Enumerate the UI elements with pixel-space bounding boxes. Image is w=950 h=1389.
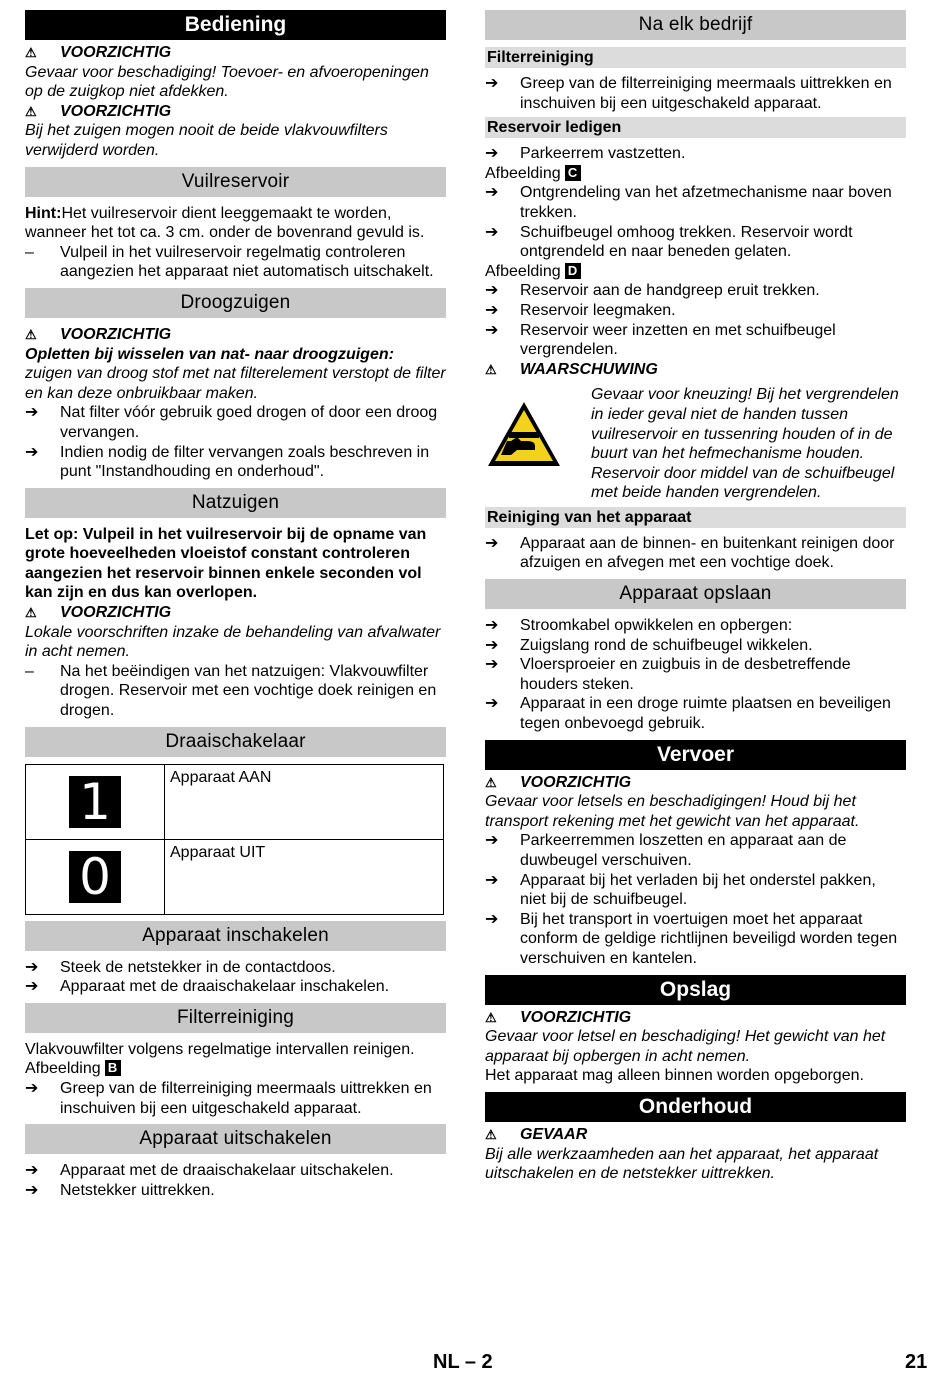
arrow-item-text: Zuigslang rond de schuifbeugel wikkelen. — [520, 636, 813, 654]
caution-line — [485, 1008, 906, 1028]
arrow-item-text: Schuifbeugel omhoog trekken. Reservoir wordt ontgrendeld en naar beneden gelaten. — [520, 223, 853, 261]
arrow-item-text: Nat filter vóór gebruik goed drogen of door een droog vervangen. — [60, 404, 438, 441]
section-heading-natzuigen: Natzuigen — [25, 488, 446, 518]
section-heading-uitschakelen: Apparaat uitschakelen — [25, 1124, 446, 1154]
hint-text: Het vuilreservoir dient leeggemaakt te worden, wanneer het tot ca. 3 cm. onder de bovenrand gevuld is. — [25, 204, 425, 242]
hint-paragraph — [25, 204, 446, 243]
arrow-icon: ➔ — [485, 636, 499, 654]
dash-marker: – — [25, 662, 34, 680]
arrow-icon: ➔ — [485, 871, 499, 889]
arrow-icon: ➔ — [25, 404, 39, 422]
warning-text: Gevaar voor kneuzing! Bij het vergrendelen in ieder geval niet de handen tussen vuilreservoir en tussenring houden of in de buurt van het hefmechanisme houden. Reservoir door middel van de schuifbeugel met beide handen vergrendelen. — [591, 386, 899, 502]
arrow-item-text: Greep van de filterreiniging meermaals uittrekken en inschuiven bij een uitgeschakeld apparaat. — [520, 75, 892, 112]
arrow-item — [25, 1079, 446, 1118]
section-heading-na-elk-bedrijf: Na elk bedrijf — [485, 10, 906, 40]
caution-text: Bij het zuigen mogen nooit de beide vlakvouwfilters verwijderd worden. — [25, 122, 388, 159]
arrow-item-text: Steek de netstekker in de contactdoos. — [60, 958, 336, 976]
arrow-icon: ➔ — [485, 321, 499, 339]
figure-label: Afbeelding — [25, 1060, 101, 1078]
switch-description: Apparaat AAN — [165, 764, 444, 839]
arrow-item-text: Reservoir weer inzetten en met schuifbeugel vergrendelen. — [520, 321, 836, 359]
caution-line — [25, 43, 446, 63]
arrow-item-text: Apparaat met de draaischakelaar uitschakelen. — [60, 1162, 394, 1180]
arrow-item — [485, 534, 906, 573]
section-heading-droogzuigen: Droogzuigen — [25, 288, 446, 318]
warning-triangle-icon: ⚠ — [25, 605, 37, 621]
section-heading-vuilreservoir: Vuilreservoir — [25, 167, 446, 197]
caution-label: VOORZICHTIG — [60, 604, 172, 622]
arrow-item — [485, 223, 906, 262]
arrow-item — [485, 144, 906, 164]
arrow-item-text: Apparaat bij het verladen bij het onderstel pakken, niet bij de schuifbeugel. — [520, 871, 876, 909]
arrow-icon: ➔ — [485, 656, 499, 674]
caution-label: VOORZICHTIG — [60, 325, 172, 343]
switch-position-on-symbol: 1 — [69, 776, 121, 828]
arrow-item-text: Indien nodig de filter vervangen zoals beschreven in punt "Instandhouding en onderhoud". — [60, 443, 430, 481]
arrow-item — [485, 871, 906, 910]
crush-warning-block — [485, 385, 906, 503]
section-heading-inschakelen: Apparaat inschakelen — [25, 921, 446, 951]
section-heading-opslaan: Apparaat opslaan — [485, 579, 906, 609]
arrow-icon: ➔ — [25, 1080, 39, 1097]
caution-bold-text: Opletten bij wisselen van nat- naar droogzuigen: — [25, 345, 394, 363]
caution-line — [25, 325, 446, 345]
caution-line — [25, 102, 446, 122]
arrow-item — [485, 281, 906, 301]
caution-label: VOORZICHTIG — [60, 102, 172, 120]
table-row — [26, 764, 444, 839]
arrow-item — [485, 616, 906, 636]
arrow-item-text: Reservoir leegmaken. — [520, 301, 676, 319]
arrow-icon: ➔ — [25, 1162, 39, 1180]
left-column — [25, 10, 446, 1200]
arrow-icon: ➔ — [485, 145, 499, 163]
arrow-icon: ➔ — [485, 910, 499, 928]
arrow-item — [485, 694, 906, 733]
arrow-item-text: Vloersproeier en zuigbuis in de desbetreffende houders steken. — [520, 656, 851, 693]
arrow-item — [25, 443, 446, 482]
figure-letter-badge: D — [565, 263, 581, 279]
dash-item-text: Na het beëindigen van het natzuigen: Vlakvouwfilter drogen. Reservoir met een vochtige doek reinigen en drogen. — [60, 662, 437, 720]
arrow-item-text: Ontgrendeling van het afzetmechanisme naar boven trekken. — [520, 184, 892, 221]
warning-line — [485, 360, 906, 380]
footer-page-number: 21 — [905, 1351, 928, 1373]
arrow-icon: ➔ — [25, 443, 39, 461]
arrow-item-text: Greep van de filterreiniging meermaals uittrekken en inschuiven bij een uitgeschakeld apparaat. — [60, 1080, 432, 1117]
arrow-item — [485, 321, 906, 360]
subheading-reservoir-ledigen: Reservoir ledigen — [485, 117, 906, 138]
warning-triangle-icon: ⚠ — [25, 326, 37, 342]
arrow-item-text: Parkeerrem vastzetten. — [520, 145, 686, 163]
body-text: Vlakvouwfilter volgens regelmatige intervallen reinigen. — [25, 1040, 415, 1058]
caution-text: Gevaar voor beschadiging! Toevoer- en afvoeropeningen op de zuigkop niet afdekken. — [25, 63, 429, 101]
arrow-item — [485, 183, 906, 222]
warning-triangle-icon: ⚠ — [485, 1126, 497, 1142]
arrow-item — [485, 655, 906, 694]
switch-description: Apparaat UIT — [165, 839, 444, 914]
right-column — [485, 10, 906, 1184]
footer-language-page: NL – 2 — [433, 1351, 493, 1373]
arrow-icon: ➔ — [25, 958, 39, 976]
danger-line — [485, 1125, 906, 1145]
caution-text: Lokale voorschriften inzake de behandeling van afvalwater in acht nemen. — [25, 623, 441, 661]
arrow-item-text: Reservoir aan de handgreep eruit trekken. — [520, 282, 820, 300]
warning-triangle-icon: ⚠ — [25, 45, 37, 60]
arrow-icon: ➔ — [485, 301, 499, 319]
caution-line — [25, 603, 446, 623]
dash-marker: – — [25, 243, 34, 261]
figure-reference — [485, 164, 906, 184]
dash-item — [25, 243, 446, 282]
figure-reference — [25, 1059, 446, 1079]
warning-triangle-icon: ⚠ — [485, 361, 497, 377]
section-heading-onderhoud: Onderhoud — [485, 1092, 906, 1122]
arrow-icon: ➔ — [485, 695, 499, 713]
arrow-item — [25, 977, 446, 997]
arrow-item-text: Bij het transport in voertuigen moet het apparaat conform de geldige richtlijnen beveiligd worden tegen verschuiven en kantelen. — [520, 910, 898, 967]
caution-text: Gevaar voor letsels en beschadigingen! Houd bij het transport rekening met het gewicht van het apparaat. — [485, 793, 860, 830]
figure-label: Afbeelding — [485, 262, 561, 280]
caution-label: VOORZICHTIG — [520, 1008, 632, 1026]
section-heading-filterreiniging: Filterreiniging — [25, 1003, 446, 1033]
arrow-item — [485, 910, 906, 969]
section-heading-opslag: Opslag — [485, 975, 906, 1005]
body-text: Het apparaat mag alleen binnen worden opgeborgen. — [485, 1067, 864, 1085]
arrow-item — [25, 403, 446, 442]
caution-line — [485, 773, 906, 793]
note-text: Let op: Vulpeil in het vuilreservoir bij de opname van grote hoeveelheden vloeistof constant controleren aangezien het reservoir binnen enkele seconden vol kan zijn en dus kan overlopen. — [25, 525, 427, 602]
subheading-reiniging: Reiniging van het apparaat — [485, 507, 906, 528]
caution-text: zuigen van droog stof met nat filterelement verstopt de filter en kan deze onbruikbaar maken. — [25, 365, 446, 402]
caution-text: Gevaar voor letsel en beschadiging! Het gewicht van het apparaat bij opbergen in acht nemen. — [485, 1028, 886, 1065]
arrow-item-text: Apparaat aan de binnen- en buitenkant reinigen door afzuigen en afvegen met een vochtige doek. — [520, 534, 895, 572]
arrow-item — [485, 831, 906, 870]
arrow-icon: ➔ — [485, 534, 499, 552]
switch-position-off-symbol: 0 — [69, 851, 121, 903]
arrow-item — [25, 1181, 446, 1201]
arrow-item-text: Apparaat in een droge ruimte plaatsen en beveiligen tegen onbevoegd gebruik. — [520, 695, 891, 733]
arrow-icon: ➔ — [25, 978, 39, 996]
arrow-item — [485, 74, 906, 113]
switch-symbol-cell — [26, 764, 165, 839]
caution-label: VOORZICHTIG — [520, 773, 632, 791]
arrow-icon: ➔ — [25, 1181, 39, 1199]
section-heading-vervoer: Vervoer — [485, 740, 906, 770]
caution-label: VOORZICHTIG — [60, 44, 172, 61]
arrow-item-text: Stroomkabel opwikkelen en opbergen: — [520, 617, 793, 635]
warning-label: WAARSCHUWING — [520, 360, 658, 378]
subheading-filterreiniging: Filterreiniging — [485, 47, 906, 68]
arrow-icon: ➔ — [485, 832, 499, 850]
warning-triangle-icon: ⚠ — [25, 103, 37, 119]
section-heading-draaischakelaar: Draaischakelaar — [25, 727, 446, 757]
warning-triangle-icon: ⚠ — [485, 774, 497, 790]
dash-item — [25, 662, 446, 721]
arrow-icon: ➔ — [485, 184, 499, 202]
warning-triangle-icon: ⚠ — [485, 1009, 497, 1025]
arrow-item — [25, 958, 446, 978]
dash-item-text: Vulpeil in het vuilreservoir regelmatig controleren aangezien het apparaat niet automatisch uitschakelt. — [60, 243, 434, 281]
figure-reference — [485, 262, 906, 282]
arrow-item — [485, 636, 906, 656]
figure-label: Afbeelding — [485, 164, 561, 182]
arrow-icon: ➔ — [485, 282, 499, 300]
arrow-item — [25, 1161, 446, 1181]
arrow-item-text: Apparaat met de draaischakelaar inschakelen. — [60, 978, 390, 996]
arrow-icon: ➔ — [485, 223, 499, 241]
hand-crush-hazard-icon — [485, 385, 591, 503]
table-row — [26, 839, 444, 914]
switch-table — [25, 764, 444, 915]
arrow-item-text: Netstekker uittrekken. — [60, 1181, 215, 1199]
arrow-item — [485, 301, 906, 321]
hint-label: Hint: — [25, 204, 62, 222]
arrow-icon: ➔ — [485, 617, 499, 635]
arrow-icon: ➔ — [485, 75, 499, 92]
section-heading-bediening: Bediening — [25, 10, 446, 40]
figure-letter-badge: C — [565, 165, 581, 181]
danger-text: Bij alle werkzaamheden aan het apparaat, het apparaat uitschakelen en de netstekker uittrekken. — [485, 1145, 879, 1183]
switch-symbol-cell — [26, 839, 165, 914]
arrow-item-text: Parkeerremmen loszetten en apparaat aan de duwbeugel verschuiven. — [520, 832, 847, 869]
figure-letter-badge: B — [105, 1060, 121, 1076]
danger-label: GEVAAR — [520, 1125, 588, 1143]
